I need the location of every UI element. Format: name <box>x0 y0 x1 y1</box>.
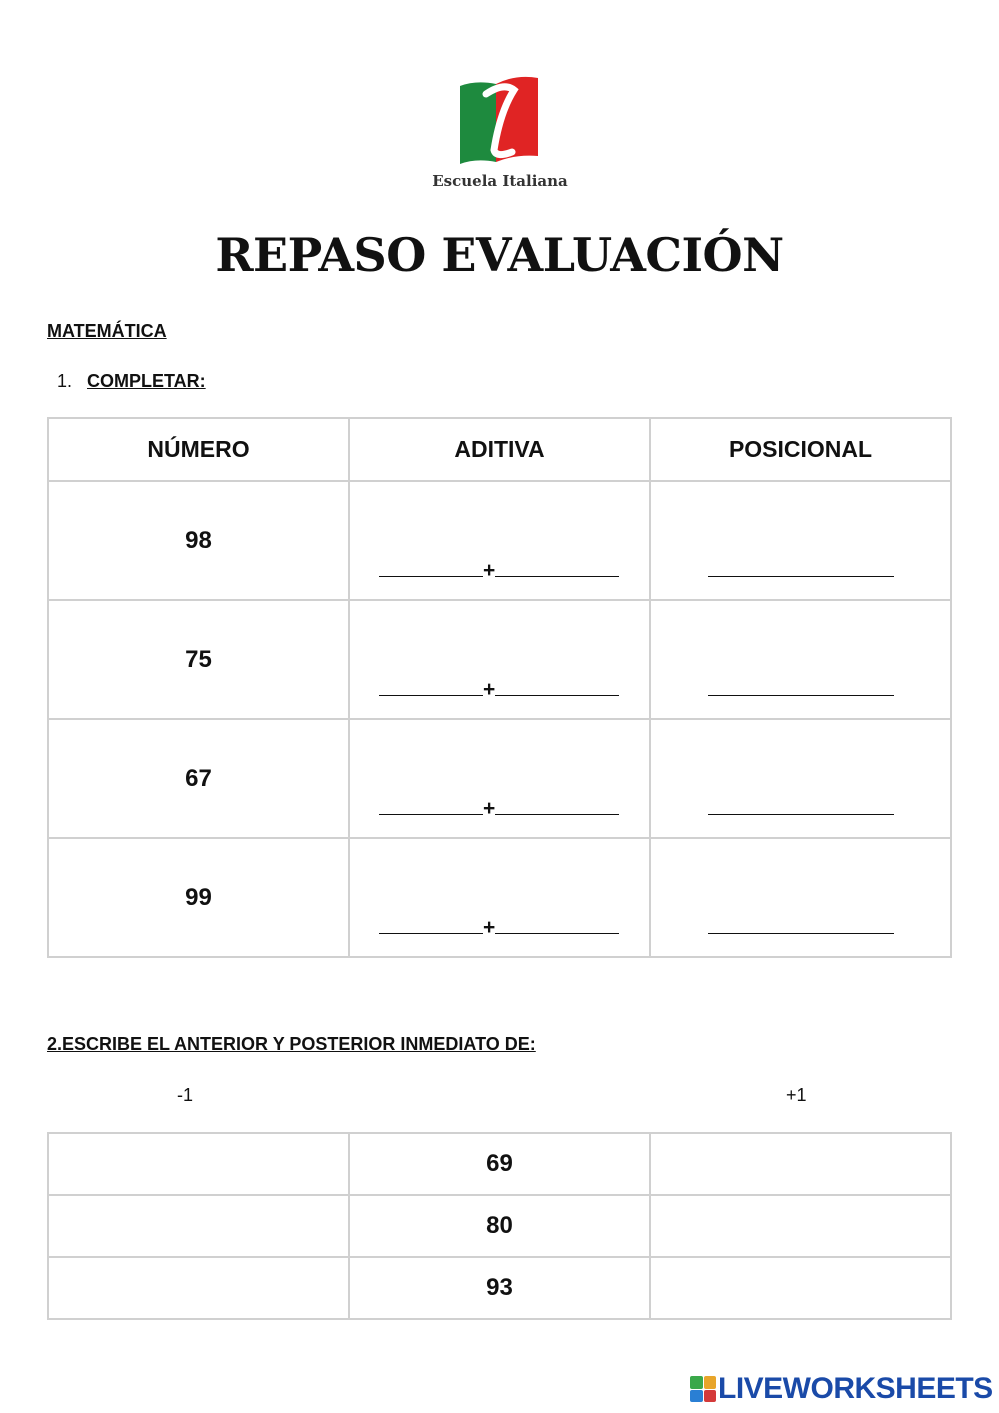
positional-blank[interactable] <box>708 678 894 702</box>
positional-answer-cell[interactable] <box>650 600 951 719</box>
additive-blank[interactable]: + <box>379 797 619 821</box>
number-cell <box>48 838 349 957</box>
next-answer-cell[interactable] <box>650 1133 951 1195</box>
positional-blank[interactable] <box>708 797 894 821</box>
header-numero: NÚMERO <box>48 418 349 481</box>
next-label: +1 <box>786 1085 807 1105</box>
header-posicional: POSICIONAL <box>650 418 951 481</box>
additive-answer-cell[interactable] <box>349 719 650 838</box>
exercise-1-number: 1. <box>57 371 73 391</box>
given-number-cell: 80 <box>349 1195 650 1257</box>
additive-blank[interactable]: + <box>379 559 619 583</box>
previous-label: -1 <box>177 1085 194 1105</box>
table-row <box>48 600 951 719</box>
table-row <box>48 481 951 600</box>
header-aditiva: ADITIVA <box>349 418 650 481</box>
subject-heading: MATEMÁTICA <box>47 321 167 341</box>
number-value: 99 <box>185 883 212 911</box>
table-row <box>48 1133 951 1195</box>
previous-answer-cell[interactable] <box>48 1133 349 1195</box>
number-value: 67 <box>185 764 212 792</box>
exercise-1-label: COMPLETAR: <box>87 371 206 391</box>
exercise-2-label: 2.ESCRIBE EL ANTERIOR Y POSTERIOR INMEDIATO DE: <box>47 1034 536 1054</box>
positional-blank[interactable] <box>708 916 894 940</box>
given-number-cell: 69 <box>349 1133 650 1195</box>
previous-answer-cell[interactable] <box>48 1195 349 1257</box>
given-number-cell: 93 <box>349 1257 650 1319</box>
number-value: 98 <box>185 526 212 554</box>
logo-text: Escuela Italiana <box>432 172 568 190</box>
school-logo-icon <box>456 72 542 164</box>
next-answer-cell[interactable] <box>650 1195 951 1257</box>
table-row <box>48 719 951 838</box>
additive-answer-cell[interactable] <box>349 838 650 957</box>
additive-answer-cell[interactable] <box>349 481 650 600</box>
table-row <box>48 1195 951 1257</box>
additive-blank[interactable]: + <box>379 916 619 940</box>
next-answer-cell[interactable] <box>650 1257 951 1319</box>
positional-answer-cell[interactable] <box>650 838 951 957</box>
number-cell <box>48 481 349 600</box>
positional-answer-cell[interactable] <box>650 481 951 600</box>
additive-blank[interactable]: + <box>379 678 619 702</box>
table-row <box>48 1257 951 1319</box>
brand-text: LIVEWORKSHEETS <box>718 1372 993 1405</box>
page-title: REPASO EVALUACIÓN <box>215 228 784 282</box>
school-logo <box>426 72 574 196</box>
additive-answer-cell[interactable] <box>349 600 650 719</box>
positional-blank[interactable] <box>708 559 894 583</box>
previous-answer-cell[interactable] <box>48 1257 349 1319</box>
number-cell <box>48 600 349 719</box>
number-value: 75 <box>185 645 212 673</box>
positional-answer-cell[interactable] <box>650 719 951 838</box>
exercise-1-table <box>47 417 952 958</box>
exercise-2-table <box>47 1132 952 1320</box>
table-header-row <box>48 418 951 481</box>
liveworksheets-brand <box>690 1372 993 1406</box>
number-cell <box>48 719 349 838</box>
table-row <box>48 838 951 957</box>
liveworksheets-logo-icon <box>690 1376 716 1402</box>
